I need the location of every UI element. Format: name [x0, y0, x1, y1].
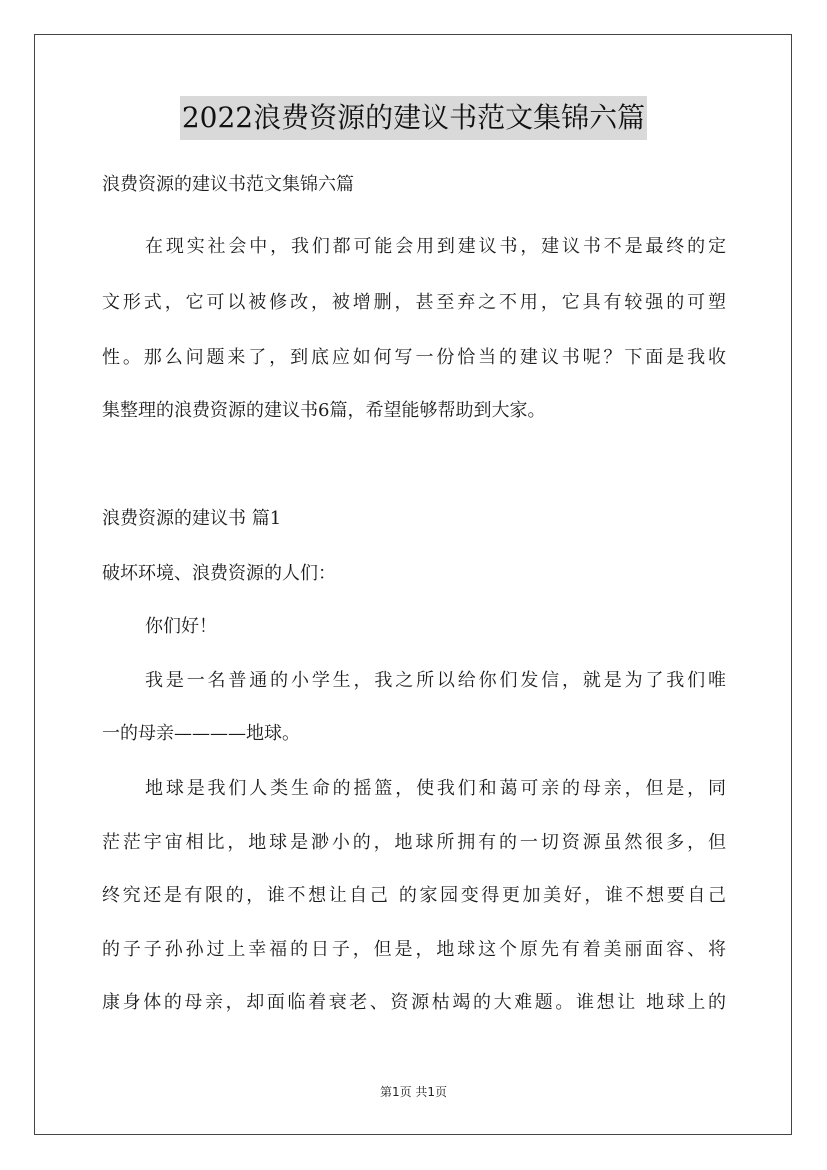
page-footer: 第1页 共1页	[379, 1085, 448, 1099]
paragraph-line: 地球是我们人类生命的摇篮，使我们和蔼可亲的母亲，但是，同	[145, 778, 726, 799]
paragraph-line: 我是一名普通的小学生，我之所以给你们发信，就是为了我们唯	[145, 670, 726, 691]
paragraph-line: 康身体的母亲，却面临着衰老、资源枯竭的大难题。谁想让 地球上的	[102, 992, 726, 1013]
intro-line: 在现实社会中，我们都可能会用到建议书，建议书不是最终的定	[145, 236, 726, 257]
paragraph-line: 一的母亲————地球。	[102, 723, 300, 744]
title-container	[0, 96, 827, 140]
paragraph-line: 茫茫宇宙相比，地球是渺小的，地球所拥有的一切资源虽然很多，但	[102, 832, 726, 853]
intro-line: 性。那么问题来了，到底应如何写一份恰当的建议书呢？下面是我收	[102, 347, 726, 368]
document-title: 2022浪费资源的建议书范文集锦六篇	[180, 96, 647, 140]
paragraph-line: 终究还是有限的，谁不想让自己 的家园变得更加美好，谁不想要自己	[102, 885, 726, 906]
intro-line: 集整理的浪费资源的建议书6篇，希望能够帮助到大家。	[102, 400, 546, 421]
intro-line: 文形式，它可以被修改，被增删，甚至弃之不用，它具有较强的可塑	[102, 292, 726, 313]
salutation: 破坏环境、浪费资源的人们：	[102, 563, 336, 584]
section-heading: 浪费资源的建议书 篇1	[102, 508, 282, 529]
paragraph-line: 的子子孙孙过上幸福的日子，但是，地球这个原先有着美丽面容、将	[102, 939, 726, 960]
greeting: 你们好！	[145, 616, 217, 637]
document-subtitle: 浪费资源的建议书范文集锦六篇	[102, 174, 354, 195]
